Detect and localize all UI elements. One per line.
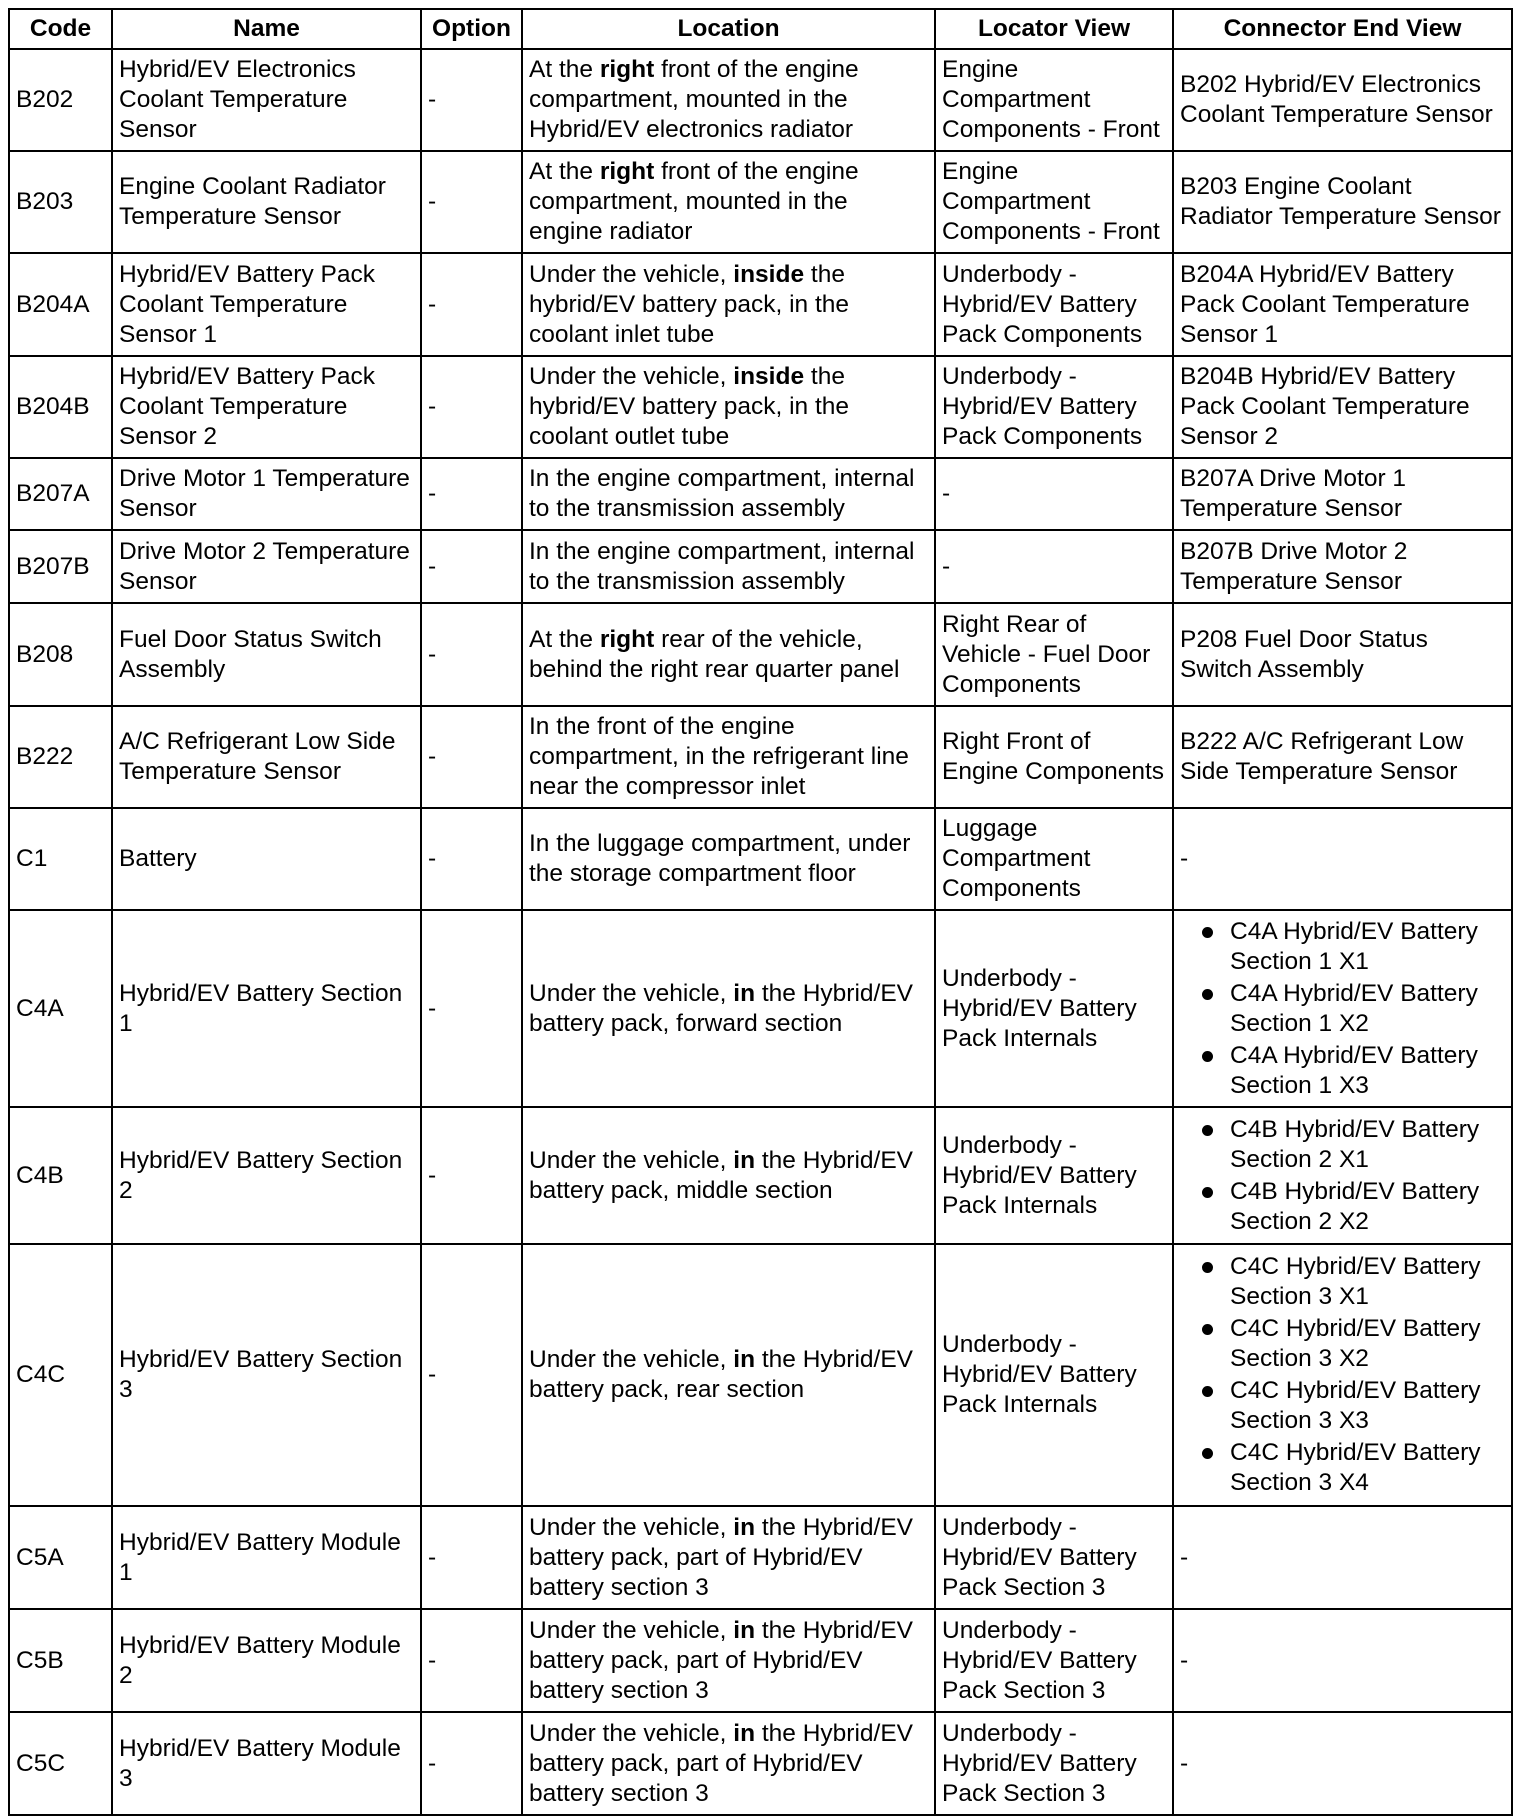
connector-list-item: C4B Hybrid/EV Battery Section 2 X2 <box>1180 1177 1505 1237</box>
connector-list-item: C4C Hybrid/EV Battery Section 3 X2 <box>1180 1314 1505 1374</box>
cell-locator-view: Engine Compartment Components - Front <box>935 49 1173 151</box>
table-row <box>9 910 1512 1107</box>
location-text-post: the Hybrid/EV battery pack, part of Hybrid/EV battery section 3 <box>529 1513 914 1601</box>
cell-name: Hybrid/EV Battery Module 1 <box>112 1506 421 1609</box>
cell-connector-end-view: B222 A/C Refrigerant Low Side Temperature Sensor <box>1173 706 1512 808</box>
cell-code: B203 <box>9 151 112 253</box>
location-text-post: the Hybrid/EV battery pack, rear section <box>529 1346 914 1403</box>
cell-connector-end-view: B202 Hybrid/EV Electronics Coolant Temperature Sensor <box>1173 49 1512 151</box>
cell-option: - <box>421 356 522 458</box>
table-row <box>9 151 1512 253</box>
location-text-pre: In the luggage compartment, under the storage compartment floor <box>529 830 911 887</box>
cell-locator-view: Underbody - Hybrid/EV Battery Pack Components <box>935 253 1173 356</box>
cell-name: Engine Coolant Radiator Temperature Sensor <box>112 151 421 253</box>
connector-list-item: C4B Hybrid/EV Battery Section 2 X1 <box>1180 1115 1505 1175</box>
cell-option: - <box>421 253 522 356</box>
location-text-bold: inside <box>733 260 805 288</box>
cell-name: Hybrid/EV Battery Module 3 <box>112 1712 421 1815</box>
location-text-post: the Hybrid/EV battery pack, middle section <box>529 1146 914 1204</box>
connector-list-item: C4C Hybrid/EV Battery Section 3 X4 <box>1180 1438 1505 1498</box>
cell-option: - <box>421 706 522 808</box>
connector-list <box>1180 917 1505 1101</box>
cell-connector-end-view: B207B Drive Motor 2 Temperature Sensor <box>1173 530 1512 603</box>
cell-option: - <box>421 603 522 706</box>
connector-list-item: C4C Hybrid/EV Battery Section 3 X1 <box>1180 1252 1505 1312</box>
header-row <box>9 9 1512 49</box>
cell-connector-end-view <box>1173 1244 1512 1506</box>
location-text-post: the Hybrid/EV battery pack, forward section <box>529 979 914 1037</box>
cell-location <box>522 253 935 356</box>
header-name: Name <box>112 9 421 49</box>
cell-name: Hybrid/EV Battery Module 2 <box>112 1609 421 1712</box>
location-text-pre: Under the vehicle, <box>529 363 734 390</box>
table-row <box>9 706 1512 808</box>
cell-locator-view: Engine Compartment Components - Front <box>935 151 1173 253</box>
cell-location <box>522 49 935 151</box>
location-text-bold: right <box>599 625 655 653</box>
cell-location <box>522 530 935 603</box>
cell-location <box>522 1107 935 1244</box>
location-text-bold: in <box>733 1616 756 1644</box>
location-text-post: front of the engine compartment, mounted in the engine radiator <box>529 158 859 245</box>
table-row <box>9 253 1512 356</box>
cell-option: - <box>421 808 522 910</box>
cell-code: B204B <box>9 356 112 458</box>
connector-list-item: C4A Hybrid/EV Battery Section 1 X3 <box>1180 1041 1505 1101</box>
cell-connector-end-view: P208 Fuel Door Status Switch Assembly <box>1173 603 1512 706</box>
location-text-post: the hybrid/EV battery pack, in the coolant inlet tube <box>529 260 850 348</box>
cell-locator-view: Underbody - Hybrid/EV Battery Pack Components <box>935 356 1173 458</box>
cell-name: Drive Motor 2 Temperature Sensor <box>112 530 421 603</box>
location-text-post: the Hybrid/EV battery pack, part of Hybrid/EV battery section 3 <box>529 1719 914 1807</box>
cell-location <box>522 808 935 910</box>
cell-connector-end-view: - <box>1173 1712 1512 1815</box>
location-text-bold: in <box>733 1719 756 1747</box>
header-code: Code <box>9 9 112 49</box>
cell-name: Hybrid/EV Battery Section 1 <box>112 910 421 1107</box>
location-text-pre: Under the vehicle, <box>529 1513 734 1541</box>
cell-code: C4B <box>9 1107 112 1244</box>
cell-code: B202 <box>9 49 112 151</box>
location-text-pre: At the <box>529 56 600 83</box>
cell-locator-view: Underbody - Hybrid/EV Battery Pack Section 3 <box>935 1506 1173 1609</box>
cell-code: C5B <box>9 1609 112 1712</box>
cell-locator-view: Underbody - Hybrid/EV Battery Pack Internals <box>935 910 1173 1107</box>
cell-locator-view: Underbody - Hybrid/EV Battery Pack Section 3 <box>935 1712 1173 1815</box>
cell-locator-view: Right Rear of Vehicle - Fuel Door Components <box>935 603 1173 706</box>
cell-location <box>522 356 935 458</box>
connector-list <box>1180 1115 1505 1237</box>
cell-connector-end-view <box>1173 1107 1512 1244</box>
location-text-pre: At the <box>529 625 600 653</box>
location-text-bold: inside <box>733 363 805 390</box>
cell-connector-end-view <box>1173 910 1512 1107</box>
header-option: Option <box>421 9 522 49</box>
cell-code: C4A <box>9 910 112 1107</box>
cell-locator-view: - <box>935 458 1173 530</box>
location-text-pre: At the <box>529 158 600 185</box>
cell-option: - <box>421 1244 522 1506</box>
cell-option: - <box>421 910 522 1107</box>
cell-connector-end-view: - <box>1173 1506 1512 1609</box>
location-text-post: the hybrid/EV battery pack, in the coolant outlet tube <box>529 363 850 450</box>
location-text-pre: In the engine compartment, internal to the transmission assembly <box>529 537 915 595</box>
cell-code: B207B <box>9 530 112 603</box>
table-row <box>9 530 1512 603</box>
cell-locator-view: - <box>935 530 1173 603</box>
cell-locator-view: Underbody - Hybrid/EV Battery Pack Internals <box>935 1107 1173 1244</box>
location-text-pre: Under the vehicle, <box>529 1346 734 1373</box>
cell-location <box>522 1506 935 1609</box>
location-text-pre: Under the vehicle, <box>529 1616 734 1644</box>
connector-list <box>1180 1252 1505 1498</box>
cell-name: Hybrid/EV Battery Section 3 <box>112 1244 421 1506</box>
location-text-bold: in <box>733 1346 756 1373</box>
cell-connector-end-view: B204A Hybrid/EV Battery Pack Coolant Temperature Sensor 1 <box>1173 253 1512 356</box>
cell-option: - <box>421 49 522 151</box>
cell-code: C4C <box>9 1244 112 1506</box>
cell-code: B222 <box>9 706 112 808</box>
connector-list-item: C4C Hybrid/EV Battery Section 3 X3 <box>1180 1376 1505 1436</box>
location-text-post: the Hybrid/EV battery pack, part of Hybrid/EV battery section 3 <box>529 1616 914 1704</box>
cell-code: C1 <box>9 808 112 910</box>
location-text-pre: Under the vehicle, <box>529 1146 734 1174</box>
location-text-bold: right <box>599 158 655 185</box>
cell-name: A/C Refrigerant Low Side Temperature Sensor <box>112 706 421 808</box>
location-text-pre: Under the vehicle, <box>529 1719 734 1747</box>
cell-name: Fuel Door Status Switch Assembly <box>112 603 421 706</box>
cell-name: Hybrid/EV Battery Pack Coolant Temperature Sensor 2 <box>112 356 421 458</box>
cell-location <box>522 603 935 706</box>
cell-location <box>522 458 935 530</box>
cell-option: - <box>421 1609 522 1712</box>
cell-option: - <box>421 458 522 530</box>
cell-name: Hybrid/EV Electronics Coolant Temperature Sensor <box>112 49 421 151</box>
location-text-bold: in <box>733 1513 756 1541</box>
cell-code: B204A <box>9 253 112 356</box>
header-locator-view: Locator View <box>935 9 1173 49</box>
cell-locator-view: Right Front of Engine Components <box>935 706 1173 808</box>
cell-code: C5C <box>9 1712 112 1815</box>
location-text-post: rear of the vehicle, behind the right rear quarter panel <box>529 625 900 683</box>
cell-option: - <box>421 530 522 603</box>
location-text-bold: in <box>733 979 756 1007</box>
table-row <box>9 1107 1512 1244</box>
component-locator-table <box>8 8 1513 1816</box>
cell-connector-end-view: B204B Hybrid/EV Battery Pack Coolant Temperature Sensor 2 <box>1173 356 1512 458</box>
cell-locator-view: Underbody - Hybrid/EV Battery Pack Section 3 <box>935 1609 1173 1712</box>
cell-code: C5A <box>9 1506 112 1609</box>
location-text-bold: in <box>733 1146 756 1174</box>
cell-connector-end-view: B203 Engine Coolant Radiator Temperature Sensor <box>1173 151 1512 253</box>
table-row <box>9 458 1512 530</box>
cell-code: B207A <box>9 458 112 530</box>
cell-location <box>522 1609 935 1712</box>
location-text-pre: Under the vehicle, <box>529 260 734 288</box>
cell-name: Hybrid/EV Battery Section 2 <box>112 1107 421 1244</box>
cell-connector-end-view: B207A Drive Motor 1 Temperature Sensor <box>1173 458 1512 530</box>
connector-list-item: C4A Hybrid/EV Battery Section 1 X2 <box>1180 979 1505 1039</box>
table-body <box>9 49 1512 1815</box>
cell-location <box>522 910 935 1107</box>
cell-location <box>522 1244 935 1506</box>
table-row <box>9 1609 1512 1712</box>
header-location: Location <box>522 9 935 49</box>
cell-option: - <box>421 1712 522 1815</box>
cell-locator-view: Luggage Compartment Components <box>935 808 1173 910</box>
table-row <box>9 808 1512 910</box>
cell-location <box>522 1712 935 1815</box>
table-row <box>9 356 1512 458</box>
location-text-post: front of the engine compartment, mounted in the Hybrid/EV electronics radiator <box>529 56 859 143</box>
cell-connector-end-view: - <box>1173 1609 1512 1712</box>
cell-location <box>522 706 935 808</box>
cell-name: Drive Motor 1 Temperature Sensor <box>112 458 421 530</box>
cell-name: Hybrid/EV Battery Pack Coolant Temperature Sensor 1 <box>112 253 421 356</box>
location-text-pre: In the engine compartment, internal to the transmission assembly <box>529 465 915 522</box>
cell-name: Battery <box>112 808 421 910</box>
table-row <box>9 49 1512 151</box>
location-text-pre: In the front of the engine compartment, in the refrigerant line near the compressor inlet <box>529 713 909 800</box>
cell-connector-end-view: - <box>1173 808 1512 910</box>
table-row <box>9 1506 1512 1609</box>
table-row <box>9 1244 1512 1506</box>
header-connector-end-view: Connector End View <box>1173 9 1512 49</box>
location-text-pre: Under the vehicle, <box>529 979 734 1007</box>
cell-option: - <box>421 1506 522 1609</box>
location-text-bold: right <box>599 56 655 83</box>
table-row <box>9 1712 1512 1815</box>
connector-list-item: C4A Hybrid/EV Battery Section 1 X1 <box>1180 917 1505 977</box>
table-row <box>9 603 1512 706</box>
cell-option: - <box>421 1107 522 1244</box>
cell-locator-view: Underbody - Hybrid/EV Battery Pack Internals <box>935 1244 1173 1506</box>
cell-option: - <box>421 151 522 253</box>
cell-location <box>522 151 935 253</box>
cell-code: B208 <box>9 603 112 706</box>
